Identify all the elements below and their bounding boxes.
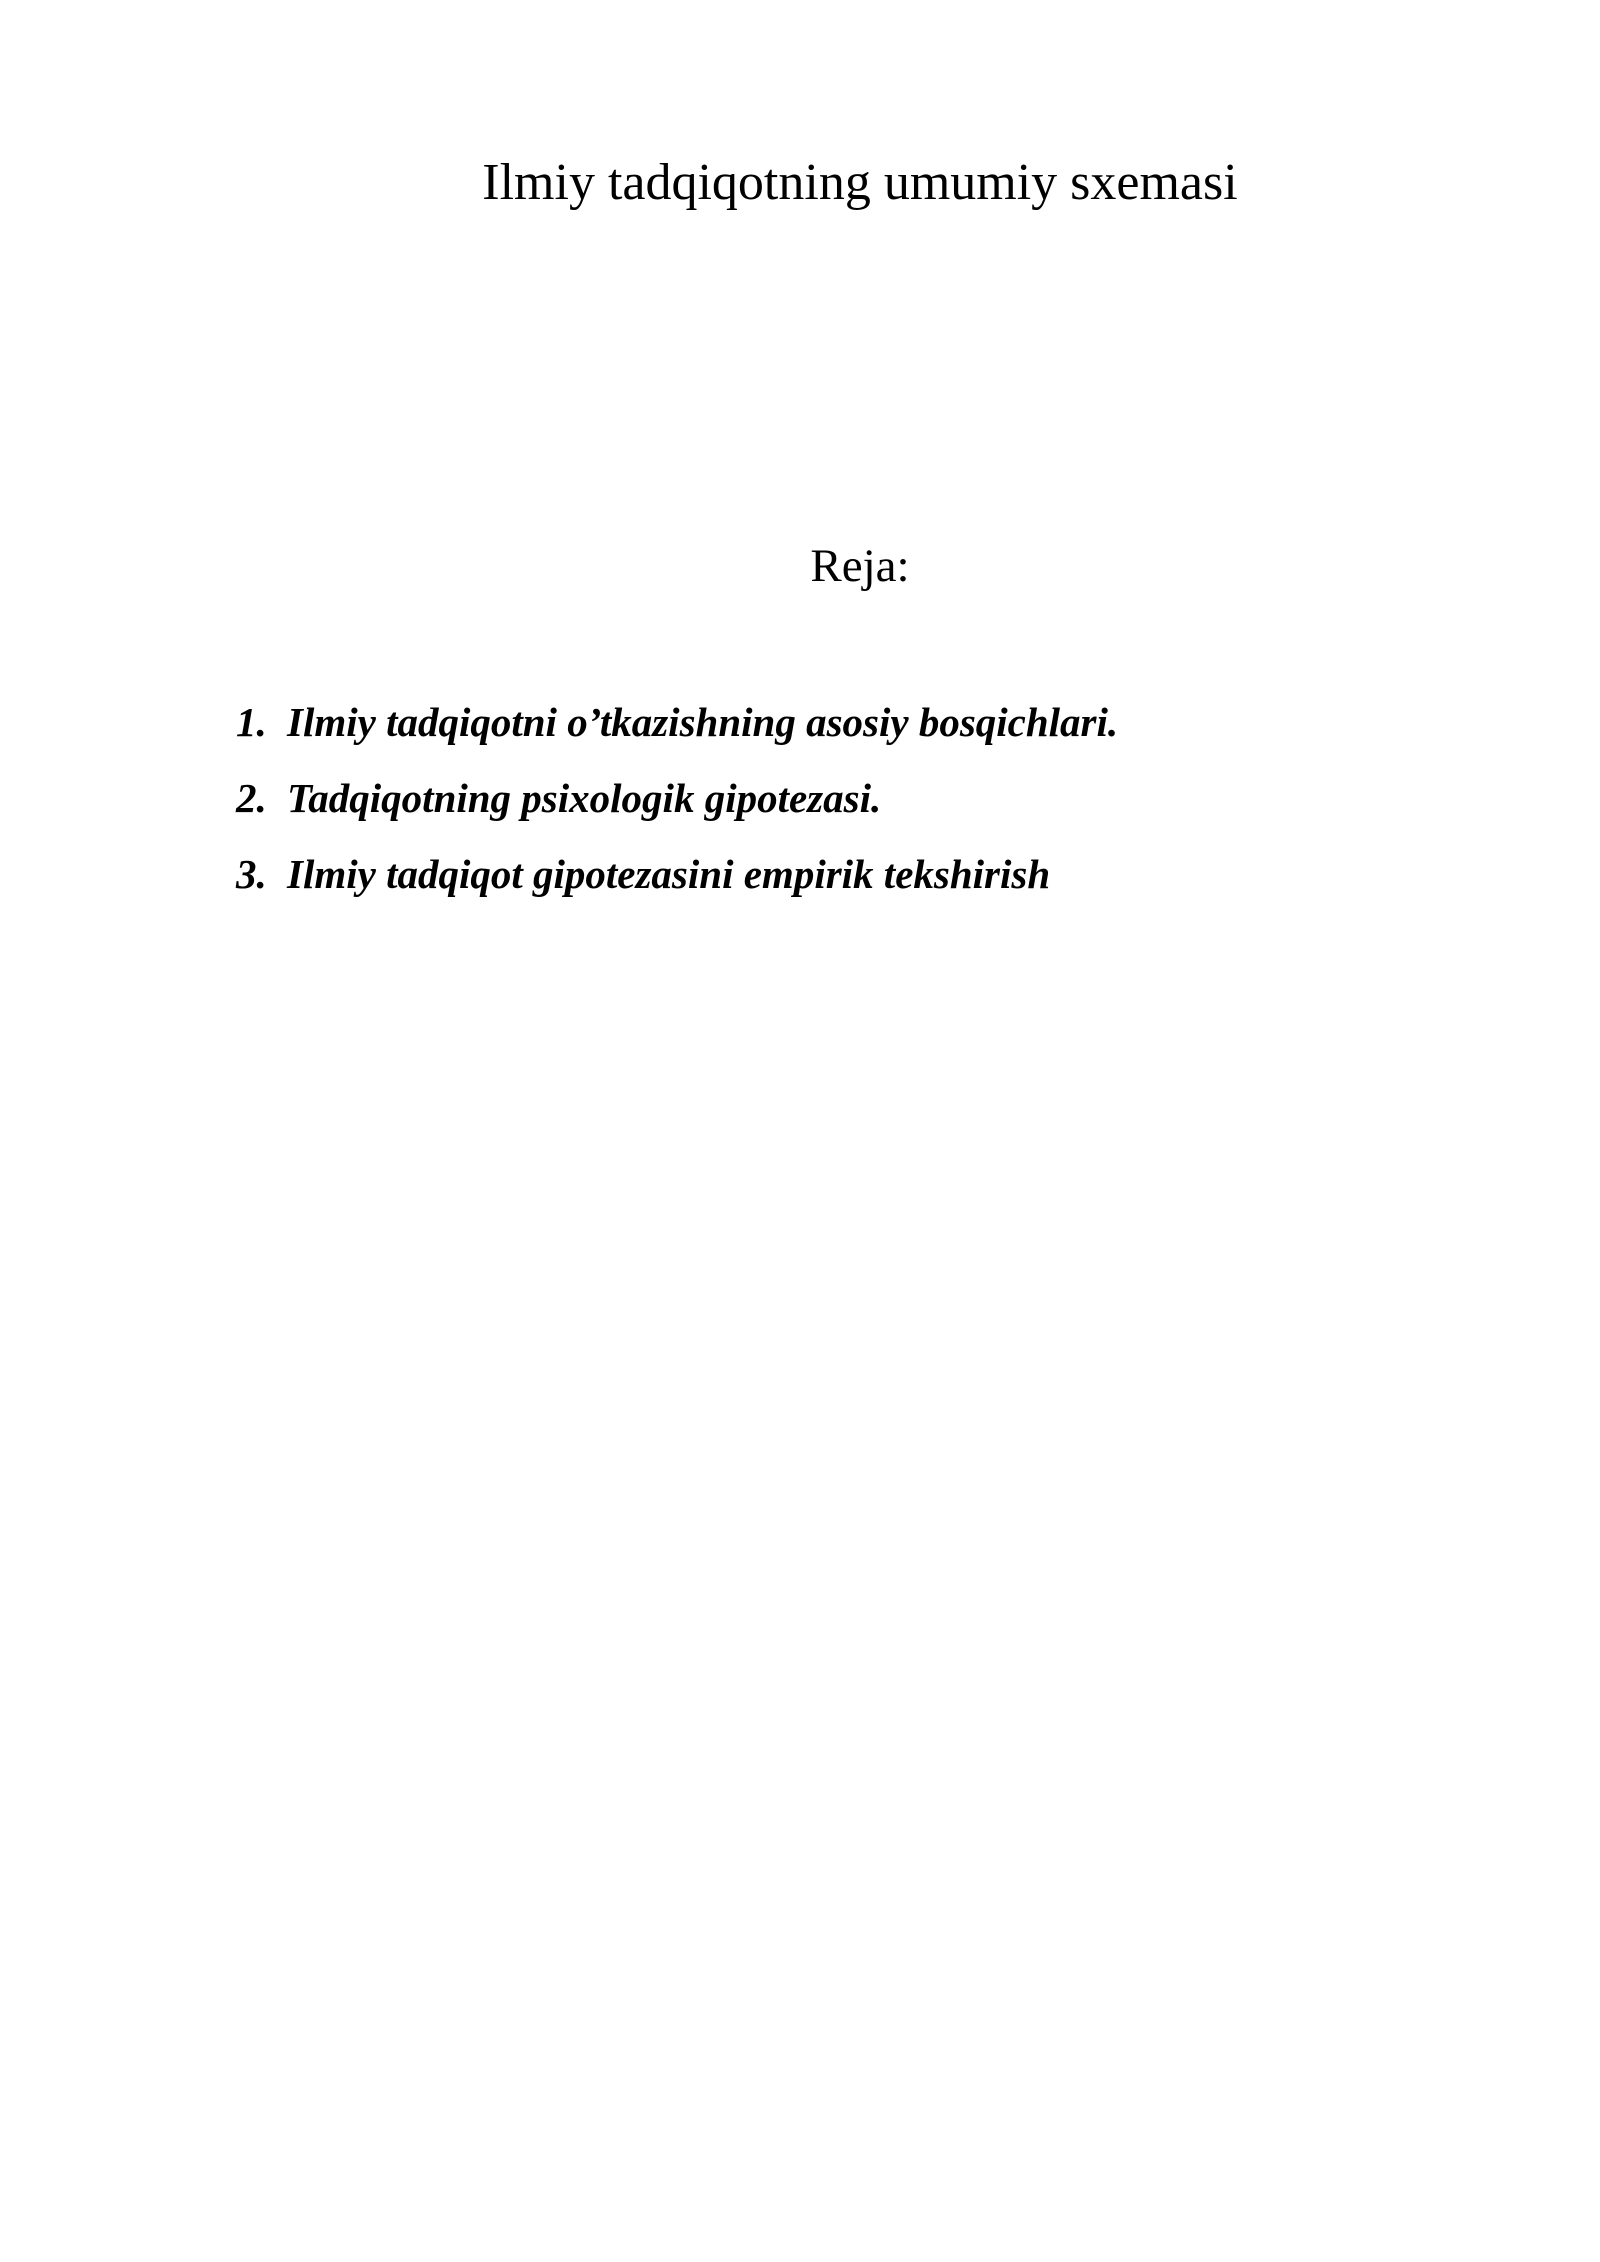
plan-item-number: 3.	[236, 851, 267, 897]
plan-item-number: 1.	[236, 699, 267, 745]
plan-heading: Reja:	[810, 540, 910, 592]
plan-item-number: 2.	[236, 775, 267, 821]
plan-item-3	[236, 836, 1436, 912]
plan-item-text: Tadqiqotning psixologik gipotezasi.	[287, 775, 882, 821]
plan-list	[236, 684, 1436, 912]
plan-item-text: Ilmiy tadqiqot gipotezasini empirik tekshirish	[287, 851, 1051, 897]
document-title: Ilmiy tadqiqotning umumiy sxemasi	[482, 154, 1238, 211]
plan-item-text: Ilmiy tadqiqotni o’tkazishning asosiy bosqichlari.	[287, 699, 1119, 745]
plan-item-1	[236, 684, 1436, 760]
plan-item-2	[236, 760, 1436, 836]
